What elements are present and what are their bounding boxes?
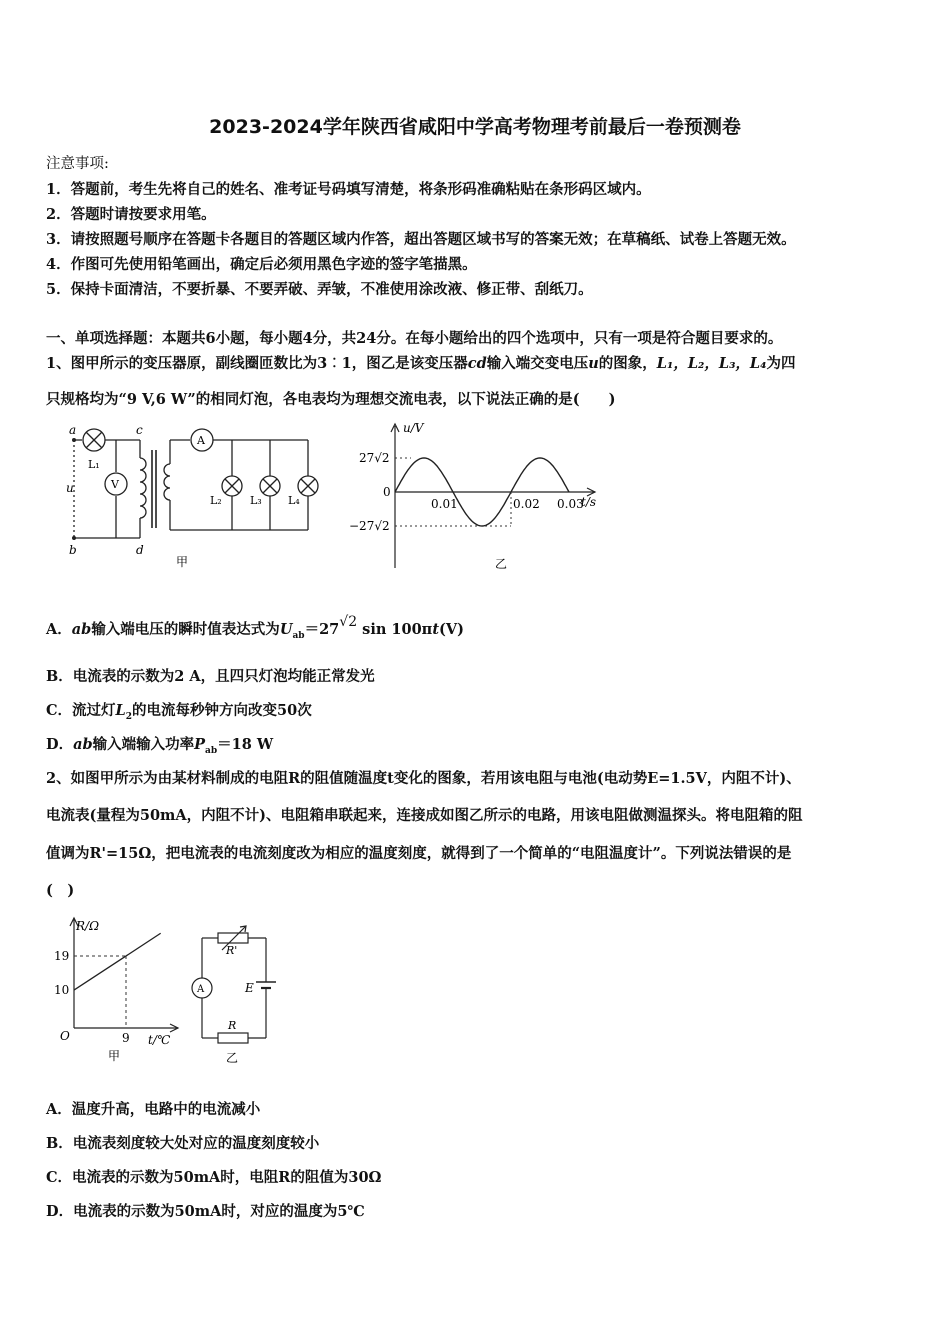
q2-stem-line3: 值调为R'=15Ω，把电流表的电流刻度改为相应的温度刻度，就得到了一个简单的“电阻温度计”。下列说法错误的是: [46, 845, 792, 862]
resistor-R-symbol: [218, 1033, 248, 1043]
label-L3: L₃: [250, 494, 262, 507]
q2-circuit-figure: [190, 920, 290, 1070]
q1-stem-line2: 只规格均为“9 V,6 W”的相同灯泡，各电表均为理想交流电表，以下说法正确的是( ): [46, 391, 616, 408]
r-axis-label: R/Ω: [76, 919, 100, 933]
q1-option-a[interactable]: A．ab输入端电压的瞬时值表达式为$U_{ab}=27√2$ sin 100πt(V): [46, 614, 464, 641]
q1-option-c[interactable]: C．流过灯$L_2$的电流每秒钟方向改变50次: [46, 702, 312, 722]
notice-heading: 注意事项:: [46, 156, 109, 172]
zero-label: 0: [383, 485, 391, 499]
r-t-line: [74, 933, 161, 990]
y-axis-label: u/V: [403, 421, 424, 435]
q2-stem-line4: ( ): [46, 882, 75, 899]
tick-10: 10: [54, 983, 70, 998]
y-max-label: 27√2: [359, 451, 390, 465]
y-min-label: −27√2: [349, 519, 390, 533]
label-Rprime: R': [226, 944, 238, 957]
caption-jia: 甲: [176, 555, 189, 569]
tick-0.01: 0.01: [431, 497, 458, 511]
label-A: A: [197, 434, 205, 447]
rheostat-symbol: [218, 933, 248, 943]
page-title: 2023-2024学年陕西省咸阳中学高考物理考前最后一卷预测卷: [209, 116, 741, 138]
q2-resistance-graph: [44, 912, 194, 1072]
q1-circuit-figure: [60, 420, 335, 580]
notice-item: 1．答题前，考生先将自己的姓名、准考证号码填写清楚，将条形码准确粘贴在条形码区域内。: [46, 181, 651, 198]
label-L1: L₁: [88, 458, 100, 471]
label-V: V: [111, 478, 119, 491]
q2-option-d[interactable]: D．电流表的示数为50mA时，对应的温度为5℃: [46, 1203, 365, 1220]
terminal-b: b: [69, 543, 77, 557]
notice-item: 5．保持卡面清洁，不要折暴、不要弄破、弄皱，不准使用涂改液、修正带、刮纸刀。: [46, 281, 593, 298]
q1-option-b[interactable]: B．电流表的示数为2 A，且四只灯泡均能正常发光: [46, 668, 375, 685]
terminal-d: d: [136, 543, 144, 557]
tick-19: 19: [54, 949, 70, 963]
tick-0.02: 0.02: [513, 497, 540, 511]
terminal-c: c: [136, 423, 143, 437]
label-R: R: [228, 1019, 237, 1032]
q2-stem-line1: 2、如图甲所示为由某材料制成的电阻R的阻值随温度t变化的图象，若用该电阻与电池(电动势E=1.5V，内阻不计)、: [46, 770, 801, 787]
tick-9: 9: [122, 1031, 130, 1045]
label-L2: L₂: [210, 494, 222, 507]
x-axis-label: t/s: [581, 495, 597, 509]
label-A-2: A: [197, 984, 205, 995]
caption-yi-2: 乙: [226, 1051, 239, 1065]
notice-item: 4．作图可先使用铅笔画出，确定后必须用黑色字迹的签字笔描黑。: [46, 256, 477, 273]
q1-voltage-graph: [345, 420, 620, 580]
terminal-a: a: [69, 423, 77, 437]
section-heading: 一、单项选择题：本题共6小题，每小题4分，共24分。在每小题给出的四个选项中，只有一项是符合题目要求的。: [46, 330, 783, 347]
label-L4: L₄: [288, 494, 300, 507]
tick-0.03: 0.03: [557, 497, 584, 511]
q1-option-d[interactable]: D．ab输入端输入功率$P_{ab}=18$ W: [46, 736, 274, 756]
q1-stem-line1: 1、图甲所示的变压器原，副线圈匝数比为3︰1，图乙是该变压器cd输入端交变电压u的图象，L₁，L₂，L₃，L₄为四: [46, 355, 796, 372]
q2-option-c[interactable]: C．电流表的示数为50mA时，电阻R的阻值为30Ω: [46, 1169, 382, 1186]
label-E: E: [245, 981, 254, 995]
notice-item: 3．请按照题号顺序在答题卡各题目的答题区域内作答，超出答题区域书写的答案无效；在草稿纸、试卷上答题无效。: [46, 231, 796, 248]
notice-item: 2．答题时请按要求用笔。: [46, 206, 216, 223]
q2-option-b[interactable]: B．电流表刻度较大处对应的温度刻度较小: [46, 1135, 320, 1152]
caption-yi: 乙: [495, 557, 508, 571]
caption-jia-2: 甲: [108, 1049, 121, 1063]
q2-stem-line2: 电流表(量程为50mA，内阻不计)、电阻箱串联起来，连接成如图乙所示的电路，用该电阻做测温探头。将电阻箱的阻: [46, 807, 803, 824]
origin-label: O: [60, 1029, 70, 1043]
t-axis-label: t/℃: [148, 1033, 171, 1047]
q2-option-a[interactable]: A．温度升高，电路中的电流减小: [46, 1101, 261, 1118]
label-u: u: [66, 481, 74, 495]
